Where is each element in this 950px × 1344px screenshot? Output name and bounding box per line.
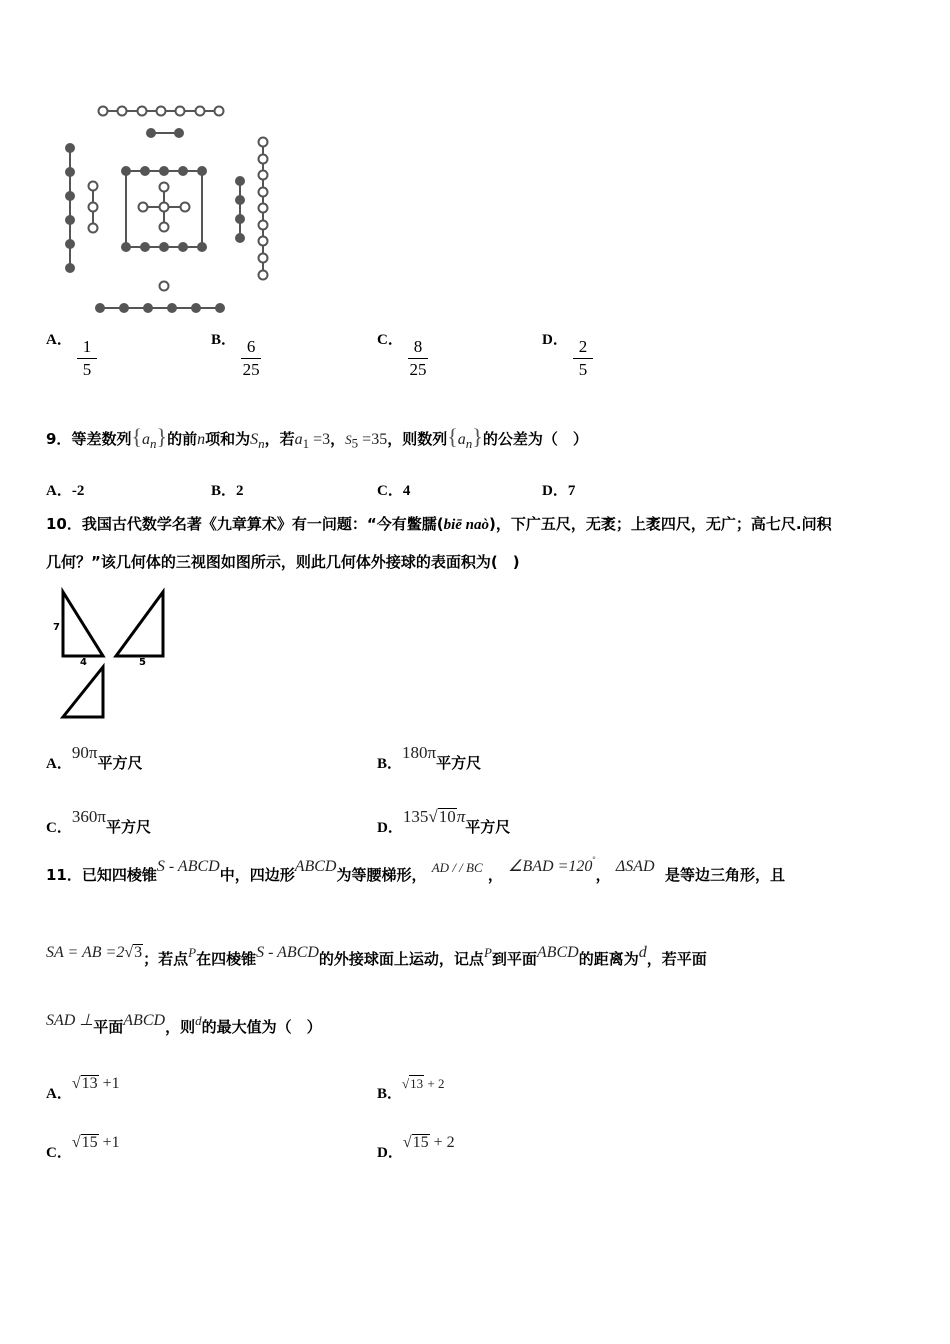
q11-option-c[interactable]: C．√15 +1 [46, 1134, 120, 1161]
q10-option-c[interactable]: C．360π平方尺 [46, 807, 151, 836]
fraction: $\frac{6}{25}$ [242, 337, 260, 379]
q11-stem-line2: SA = AB =2√3；若点P在四棱锥S - ABCD的外接球面上运动，记点P到平面ABCD的距离为d，若平面 [46, 944, 707, 968]
three-view-figure [46, 585, 176, 725]
fraction: $\frac{1}{5}$ [77, 336, 97, 381]
q10-option-d[interactable]: D．135√10π平方尺 [377, 807, 511, 836]
q9-option-b[interactable]: B．2 [211, 483, 244, 499]
q11-stem-line1: 11．已知四棱锥S - ABCD中，四边形ABCD为等腰梯形， AD / / BC ， ∠BAD =120°， ΔSAD 是等边三角形，且 [46, 855, 786, 884]
q11-option-d[interactable]: D．√15 + 2 [377, 1134, 455, 1161]
q9-option-c[interactable]: C．4 [377, 483, 411, 499]
q8-option-a[interactable]: A． $\frac{1}{5}$ [46, 336, 97, 381]
q9-stem: 9．等差数列$\{a_n\}$的前n项和为$S_n$，若$a_1 =3$，$S_5 =35$，则数列$\{a_n\}$的公差为（ ） [46, 424, 588, 452]
q10-option-b[interactable]: B．180π平方尺 [377, 743, 482, 772]
width-label-4: 4 [80, 657, 87, 668]
q8-option-d[interactable]: D． $\frac{2}{5}$ [542, 336, 593, 381]
q8-option-b[interactable]: B． $\frac{6}{25}$ [211, 332, 260, 379]
q11-option-a[interactable]: A．√13 +1 [46, 1075, 120, 1102]
luoshu-dot-figure [55, 95, 285, 325]
q9-option-d[interactable]: D．7 [542, 483, 576, 499]
q10-stem-line1: 10．我国古代数学名著《九章算术》有一问题：“今有鳖臑(biē naò)，下广五尺，无袤；上袤四尺，无广；高七尺.问积 [46, 515, 832, 533]
fraction: $\frac{8}{25}$ [409, 337, 427, 379]
q11-option-b[interactable]: B．√13 + 2 [377, 1076, 445, 1102]
height-label: 7 [53, 622, 60, 633]
width-label-5: 5 [139, 657, 146, 668]
q9-option-a[interactable]: A．-2 [46, 483, 85, 499]
q11-stem-line3: SAD ⊥平面ABCD，则d的最大值为（ ） [46, 1012, 322, 1036]
q8-option-c[interactable]: C． $\frac{8}{25}$ [377, 332, 427, 379]
q10-stem-line2: 几何？”该几何体的三视图如图所示，则此几何体外接球的表面积为( ) [46, 553, 520, 571]
fraction: $\frac{2}{5}$ [573, 336, 593, 381]
q10-option-a[interactable]: A．90π平方尺 [46, 743, 143, 772]
